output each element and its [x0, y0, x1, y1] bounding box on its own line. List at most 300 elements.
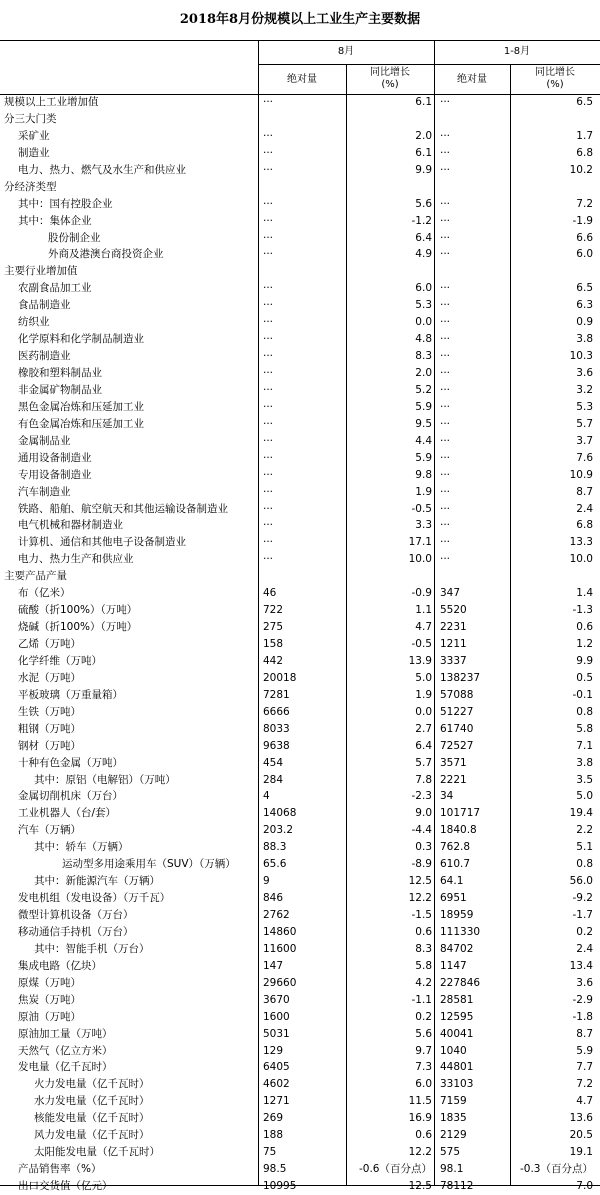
- ytd-growth: 20.5: [569, 1129, 593, 1142]
- row-label: 计算机、通信和其他电子设备制造业: [18, 536, 186, 549]
- ytd-absolute: ···: [440, 485, 451, 498]
- row-label: 金属切削机床（万台）: [18, 790, 123, 803]
- table-row: [0, 331, 600, 348]
- aug-growth: 0.0: [415, 316, 432, 329]
- aug-growth: 5.6: [415, 1027, 432, 1040]
- aug-growth: 6.4: [415, 739, 432, 752]
- aug-growth: 0.3: [415, 841, 432, 854]
- ytd-absolute: 5520: [440, 604, 467, 617]
- table-row: [0, 839, 600, 856]
- aug-growth: 6.4: [415, 231, 432, 244]
- aug-absolute: 454: [263, 756, 284, 769]
- ytd-absolute: 84702: [440, 942, 474, 955]
- ytd-growth: 0.8: [576, 705, 593, 718]
- aug-absolute: 5031: [263, 1027, 290, 1040]
- table-row: [0, 873, 600, 890]
- ytd-growth: 0.9: [576, 316, 593, 329]
- row-label: 其中：轿车（万辆）: [34, 841, 129, 854]
- ytd-absolute: 101717: [440, 807, 481, 820]
- row-label: 农副食品加工业: [18, 282, 92, 295]
- row-label: 电力、热力、燃气及水生产和供应业: [18, 163, 186, 176]
- table-row: [0, 111, 600, 128]
- row-label: 运动型多用途乘用车（SUV）（万辆）: [62, 858, 236, 871]
- aug-growth: 10.0: [408, 553, 432, 566]
- aug-growth: 6.1: [415, 96, 432, 108]
- ytd-growth: 5.7: [576, 417, 593, 430]
- aug-growth: -0.5: [411, 638, 432, 650]
- row-label: 通用设备制造业: [18, 451, 92, 464]
- aug-absolute: 29660: [263, 976, 297, 989]
- row-label: 出口交货值（亿元）: [18, 1180, 113, 1192]
- aug-growth: 5.0: [415, 671, 432, 684]
- aug-absolute: ···: [263, 350, 274, 363]
- table-row: [0, 822, 600, 839]
- table-row: [0, 196, 600, 213]
- ytd-growth: 5.9: [576, 1044, 593, 1057]
- aug-growth: -1.2: [411, 214, 432, 227]
- row-label: 其中：新能源汽车（万辆）: [34, 875, 160, 888]
- header-pct-aug: (%): [381, 79, 399, 90]
- ytd-growth: 0.8: [576, 858, 593, 871]
- aug-growth: -0.5: [411, 502, 432, 515]
- ytd-absolute: 111330: [440, 925, 481, 938]
- table-row: [0, 213, 600, 230]
- ytd-growth: 7.2: [576, 1078, 593, 1091]
- ytd-growth: 1.4: [576, 587, 593, 600]
- ytd-growth: 10.9: [569, 468, 593, 481]
- aug-absolute: 14068: [263, 807, 297, 820]
- row-label: 水力发电量（亿千瓦时）: [34, 1095, 150, 1108]
- aug-growth: 4.2: [415, 976, 432, 989]
- table-row: [0, 501, 600, 518]
- aug-absolute: ···: [263, 96, 274, 108]
- aug-absolute: 1271: [263, 1095, 290, 1108]
- table-row: [0, 619, 600, 636]
- ytd-growth: 8.7: [576, 1027, 593, 1040]
- table-row: [0, 145, 600, 162]
- aug-absolute: 203.2: [263, 824, 294, 837]
- ytd-absolute: 1835: [440, 1112, 467, 1125]
- aug-growth: 5.9: [415, 400, 432, 413]
- aug-absolute: 10995: [263, 1180, 297, 1192]
- row-label: 分经济类型: [4, 180, 57, 193]
- row-label: 烧碱（折100%）（万吨）: [18, 621, 138, 634]
- aug-growth: -8.9: [411, 858, 432, 871]
- aug-absolute: 147: [263, 959, 284, 972]
- aug-absolute: 275: [263, 621, 284, 634]
- row-label: 微型计算机设备（万台）: [18, 909, 134, 921]
- aug-absolute: ···: [263, 468, 274, 481]
- ytd-absolute: 2129: [440, 1129, 467, 1142]
- ytd-absolute: 7159: [440, 1095, 467, 1108]
- row-label: 非金属矿物制品业: [18, 383, 102, 396]
- aug-absolute: ···: [263, 451, 274, 464]
- table-row: [0, 1178, 600, 1195]
- table-row: [0, 534, 600, 551]
- aug-absolute: ···: [263, 536, 274, 549]
- aug-growth: -1.1: [411, 993, 432, 1006]
- aug-growth: 12.2: [408, 892, 432, 905]
- ytd-growth: 56.0: [569, 875, 593, 888]
- aug-growth: 5.8: [415, 959, 432, 972]
- ytd-absolute: ···: [440, 146, 451, 159]
- aug-growth: 1.9: [415, 485, 432, 498]
- table-row: [0, 568, 600, 585]
- aug-absolute: ···: [263, 400, 274, 413]
- aug-growth: 9.8: [415, 468, 432, 481]
- ytd-absolute: 12595: [440, 1010, 474, 1023]
- row-label: 股份制企业: [48, 231, 101, 244]
- ytd-absolute: ···: [440, 451, 451, 464]
- header-aug: 8月: [337, 46, 355, 57]
- ytd-absolute: 51227: [440, 705, 474, 718]
- ytd-growth: 3.6: [576, 367, 593, 379]
- ytd-growth: 7.6: [576, 451, 593, 464]
- row-label: 专用设备制造业: [18, 468, 92, 481]
- table-row: [0, 128, 600, 145]
- table-row: [0, 348, 600, 365]
- aug-absolute: ···: [263, 231, 274, 244]
- row-label: 硫酸（折100%）（万吨）: [18, 604, 138, 617]
- row-label: 火力发电量（亿千瓦时）: [34, 1078, 150, 1091]
- table-row: [0, 1009, 600, 1026]
- aug-growth: 11.5: [408, 1095, 432, 1108]
- ytd-absolute: 1840.8: [440, 824, 477, 837]
- aug-growth: 9.5: [415, 417, 432, 430]
- row-label: 太阳能发电量（亿千瓦时）: [34, 1146, 160, 1159]
- ytd-absolute: ···: [440, 282, 451, 295]
- aug-growth: 9.7: [415, 1044, 432, 1057]
- aug-absolute: 129: [263, 1044, 284, 1057]
- ytd-growth: 6.0: [576, 248, 593, 261]
- table-row: [0, 382, 600, 399]
- ytd-growth: 1.2: [576, 638, 593, 650]
- ytd-growth: -0.1: [572, 688, 593, 701]
- aug-growth: 5.2: [415, 383, 432, 396]
- ytd-absolute: 1211: [440, 638, 467, 650]
- table-row: [0, 433, 600, 450]
- table-row: [0, 1127, 600, 1144]
- ytd-absolute: ···: [440, 350, 451, 363]
- table-row: [0, 772, 600, 789]
- header-abs-aug: 绝对量: [287, 74, 317, 85]
- header-ytd: 1-8月: [503, 46, 531, 57]
- row-label: 规模以上工业增加值: [4, 96, 99, 108]
- row-label: 核能发电量（亿千瓦时）: [34, 1112, 150, 1125]
- aug-growth: 12.5: [408, 875, 432, 888]
- aug-absolute: 7281: [263, 688, 290, 701]
- row-label: 汽车制造业: [18, 485, 71, 498]
- table-row: [0, 907, 600, 924]
- table-header: [0, 40, 600, 94]
- ytd-absolute: 1147: [440, 959, 467, 972]
- row-label: 发电量（亿千瓦时）: [18, 1061, 113, 1074]
- aug-absolute: ···: [263, 299, 274, 312]
- ytd-absolute: 3337: [440, 654, 467, 667]
- ytd-absolute: ···: [440, 197, 451, 210]
- aug-absolute: ···: [263, 129, 274, 142]
- ytd-growth: -1.8: [572, 1010, 593, 1023]
- table-row: [0, 246, 600, 263]
- ytd-absolute: ···: [440, 214, 451, 227]
- table-row: [0, 636, 600, 653]
- aug-absolute: 158: [263, 638, 284, 650]
- table-row: [0, 687, 600, 704]
- aug-absolute: ···: [263, 214, 274, 227]
- ytd-growth: 3.2: [576, 383, 593, 396]
- table-body: [0, 94, 600, 1195]
- header-yoy-ytd: 同比增长: [535, 67, 575, 78]
- table-row: [0, 1076, 600, 1093]
- ytd-growth: 6.5: [576, 282, 593, 295]
- table-row: [0, 467, 600, 484]
- ytd-absolute: ···: [440, 468, 451, 481]
- aug-absolute: 65.6: [263, 858, 287, 871]
- row-label: 钢材（万吨）: [18, 739, 81, 752]
- ytd-absolute: 2231: [440, 621, 467, 634]
- aug-growth: -2.3: [411, 790, 432, 803]
- aug-absolute: 3670: [263, 993, 290, 1006]
- ytd-growth: 7.7: [576, 1061, 593, 1074]
- aug-absolute: 75: [263, 1146, 277, 1159]
- ytd-growth: 5.1: [576, 841, 593, 854]
- aug-absolute: ···: [263, 417, 274, 430]
- table-row: [0, 314, 600, 331]
- aug-growth: 12.5: [408, 1180, 432, 1192]
- table-row: [0, 805, 600, 822]
- aug-growth: -4.4: [411, 824, 432, 837]
- ytd-growth: 6.3: [576, 299, 593, 312]
- row-label: 原油加工量（万吨）: [18, 1027, 113, 1040]
- ytd-growth: 10.2: [569, 163, 593, 176]
- aug-absolute: ···: [263, 197, 274, 210]
- aug-absolute: 846: [263, 892, 284, 905]
- aug-absolute: ···: [263, 367, 274, 379]
- ytd-absolute: ···: [440, 434, 451, 447]
- ytd-growth: 6.6: [576, 231, 593, 244]
- table-row: [0, 602, 600, 619]
- aug-growth: 0.6: [415, 1129, 432, 1142]
- table-row: [0, 263, 600, 280]
- ytd-growth: 3.8: [576, 756, 593, 769]
- table-row: [0, 1110, 600, 1127]
- aug-growth: -1.5: [411, 909, 432, 921]
- aug-growth: 2.0: [415, 129, 432, 142]
- ytd-growth: 10.3: [569, 350, 593, 363]
- aug-growth: 1.9: [415, 688, 432, 701]
- aug-absolute: 722: [263, 604, 284, 617]
- ytd-growth: 9.9: [576, 654, 593, 667]
- row-label: 分三大门类: [4, 112, 57, 125]
- ytd-growth: 1.7: [576, 129, 593, 142]
- row-label: 天然气（亿立方米）: [18, 1044, 113, 1057]
- row-label: 原油（万吨）: [18, 1010, 81, 1023]
- table-row: [0, 585, 600, 602]
- ytd-absolute: ···: [440, 536, 451, 549]
- table-row: [0, 1161, 600, 1178]
- aug-growth: 5.9: [415, 451, 432, 464]
- ytd-absolute: ···: [440, 316, 451, 329]
- aug-growth: 0.0: [415, 705, 432, 718]
- aug-absolute: 4: [263, 790, 270, 803]
- ytd-growth: 0.6: [576, 621, 593, 634]
- ytd-absolute: 57088: [440, 688, 474, 701]
- aug-growth: 9.9: [415, 163, 432, 176]
- row-label: 电气机械和器材制造业: [18, 519, 123, 532]
- row-label: 移动通信手持机（万台）: [18, 925, 134, 938]
- ytd-growth: 13.4: [569, 959, 593, 972]
- aug-growth: 5.3: [415, 299, 432, 312]
- row-label: 金属制品业: [18, 434, 71, 447]
- ytd-growth: 7.2: [576, 197, 593, 210]
- aug-growth: -0.9: [411, 587, 432, 600]
- row-label: 产品销售率（%）: [18, 1163, 102, 1176]
- ytd-growth: 7.1: [576, 739, 593, 752]
- table-row: [0, 179, 600, 196]
- aug-absolute: 9638: [263, 739, 290, 752]
- ytd-growth: -1.9: [572, 214, 593, 227]
- table-row: [0, 788, 600, 805]
- table-row: [0, 755, 600, 772]
- ytd-absolute: 610.7: [440, 858, 471, 871]
- aug-growth: 7.8: [415, 773, 432, 786]
- row-label: 水泥（万吨）: [18, 671, 81, 684]
- ytd-absolute: ···: [440, 96, 451, 108]
- table-row: [0, 1093, 600, 1110]
- ytd-growth: 13.6: [569, 1112, 593, 1125]
- row-label: 汽车（万辆）: [18, 824, 81, 837]
- aug-growth: 17.1: [408, 536, 432, 549]
- aug-absolute: 9: [263, 875, 270, 888]
- aug-absolute: ···: [263, 316, 274, 329]
- ytd-growth: 3.7: [576, 434, 593, 447]
- ytd-growth: 3.6: [576, 976, 593, 989]
- row-label: 原煤（万吨）: [18, 976, 81, 989]
- ytd-absolute: 2221: [440, 773, 467, 786]
- row-label: 其中：智能手机（万台）: [34, 942, 150, 955]
- ytd-growth: 5.0: [576, 790, 593, 803]
- aug-growth: -0.6（百分点）: [359, 1163, 432, 1176]
- ytd-absolute: 227846: [440, 976, 481, 989]
- ytd-absolute: ···: [440, 519, 451, 532]
- aug-absolute: 284: [263, 773, 284, 786]
- table-row: [0, 230, 600, 247]
- ytd-absolute: ···: [440, 383, 451, 396]
- ytd-growth: 3.8: [576, 333, 593, 346]
- row-label: 主要行业增加值: [4, 265, 78, 278]
- aug-absolute: 6666: [263, 705, 290, 718]
- row-label: 主要产品产量: [4, 570, 67, 583]
- ytd-absolute: 3571: [440, 756, 467, 769]
- ytd-growth: 13.3: [569, 536, 593, 549]
- ytd-absolute: 78112: [440, 1180, 474, 1192]
- ytd-growth: 6.8: [576, 146, 593, 159]
- aug-absolute: ···: [263, 333, 274, 346]
- table-row: [0, 450, 600, 467]
- aug-growth: 8.3: [415, 350, 432, 363]
- aug-absolute: ···: [263, 282, 274, 295]
- aug-absolute: 98.5: [263, 1163, 287, 1176]
- ytd-growth: -1.3: [572, 604, 593, 617]
- table-row: [0, 941, 600, 958]
- ytd-growth: 19.4: [569, 807, 593, 820]
- aug-absolute: 8033: [263, 722, 290, 735]
- table-row: [0, 1059, 600, 1076]
- ytd-absolute: ···: [440, 129, 451, 142]
- ytd-absolute: ···: [440, 333, 451, 346]
- row-label: 焦炭（万吨）: [18, 993, 81, 1006]
- row-label: 布（亿米）: [18, 587, 71, 600]
- row-label: 铁路、船舶、航空航天和其他运输设备制造业: [18, 502, 228, 515]
- ytd-absolute: ···: [440, 231, 451, 244]
- aug-absolute: 14860: [263, 925, 297, 938]
- row-label: 集成电路（亿块）: [18, 959, 102, 972]
- table-row: [0, 365, 600, 382]
- ytd-absolute: 138237: [440, 671, 481, 684]
- ytd-growth: -0.3（百分点）: [520, 1163, 593, 1176]
- row-label: 十种有色金属（万吨）: [18, 756, 123, 769]
- aug-growth: 13.9: [408, 654, 432, 667]
- ytd-absolute: 40041: [440, 1027, 474, 1040]
- ytd-absolute: ···: [440, 248, 451, 261]
- aug-absolute: 6405: [263, 1061, 290, 1074]
- table-row: [0, 517, 600, 534]
- table-row: [0, 297, 600, 314]
- aug-absolute: ···: [263, 163, 274, 176]
- aug-absolute: 4602: [263, 1078, 290, 1091]
- aug-absolute: 11600: [263, 942, 297, 955]
- row-label: 纺织业: [18, 316, 50, 329]
- row-label: 粗钢（万吨）: [18, 722, 81, 735]
- table-row: [0, 721, 600, 738]
- ytd-absolute: 44801: [440, 1061, 474, 1074]
- row-label: 化学纤维（万吨）: [18, 654, 102, 667]
- table-row: [0, 704, 600, 721]
- aug-absolute: 46: [263, 587, 277, 600]
- ytd-growth: 8.7: [576, 485, 593, 498]
- aug-absolute: 20018: [263, 671, 297, 684]
- aug-growth: 0.2: [415, 1010, 432, 1023]
- aug-growth: 4.9: [415, 248, 432, 261]
- row-label: 制造业: [18, 146, 50, 159]
- table-row: [0, 992, 600, 1009]
- aug-absolute: 1600: [263, 1010, 290, 1023]
- ytd-absolute: 98.1: [440, 1163, 464, 1176]
- ytd-growth: 10.0: [569, 553, 593, 566]
- aug-absolute: ···: [263, 434, 274, 447]
- ytd-growth: 2.2: [576, 824, 593, 837]
- ytd-growth: 0.2: [576, 925, 593, 938]
- aug-growth: 3.3: [415, 519, 432, 532]
- aug-growth: 4.7: [415, 621, 432, 634]
- table-row: [0, 162, 600, 179]
- ytd-growth: 3.5: [576, 773, 593, 786]
- ytd-growth: -2.9: [572, 993, 593, 1006]
- table-row: [0, 653, 600, 670]
- aug-absolute: 88.3: [263, 841, 287, 854]
- row-label: 发电机组（发电设备）（万千瓦）: [18, 892, 171, 905]
- aug-growth: 5.7: [415, 756, 432, 769]
- aug-growth: 4.4: [415, 434, 432, 447]
- ytd-absolute: 6951: [440, 892, 467, 905]
- row-label: 食品制造业: [18, 299, 71, 312]
- aug-absolute: ···: [263, 146, 274, 159]
- table-row: [0, 958, 600, 975]
- table-row: [0, 975, 600, 992]
- row-label: 其中：集体企业: [18, 214, 92, 227]
- aug-absolute: ···: [263, 519, 274, 532]
- table-row: [0, 1144, 600, 1161]
